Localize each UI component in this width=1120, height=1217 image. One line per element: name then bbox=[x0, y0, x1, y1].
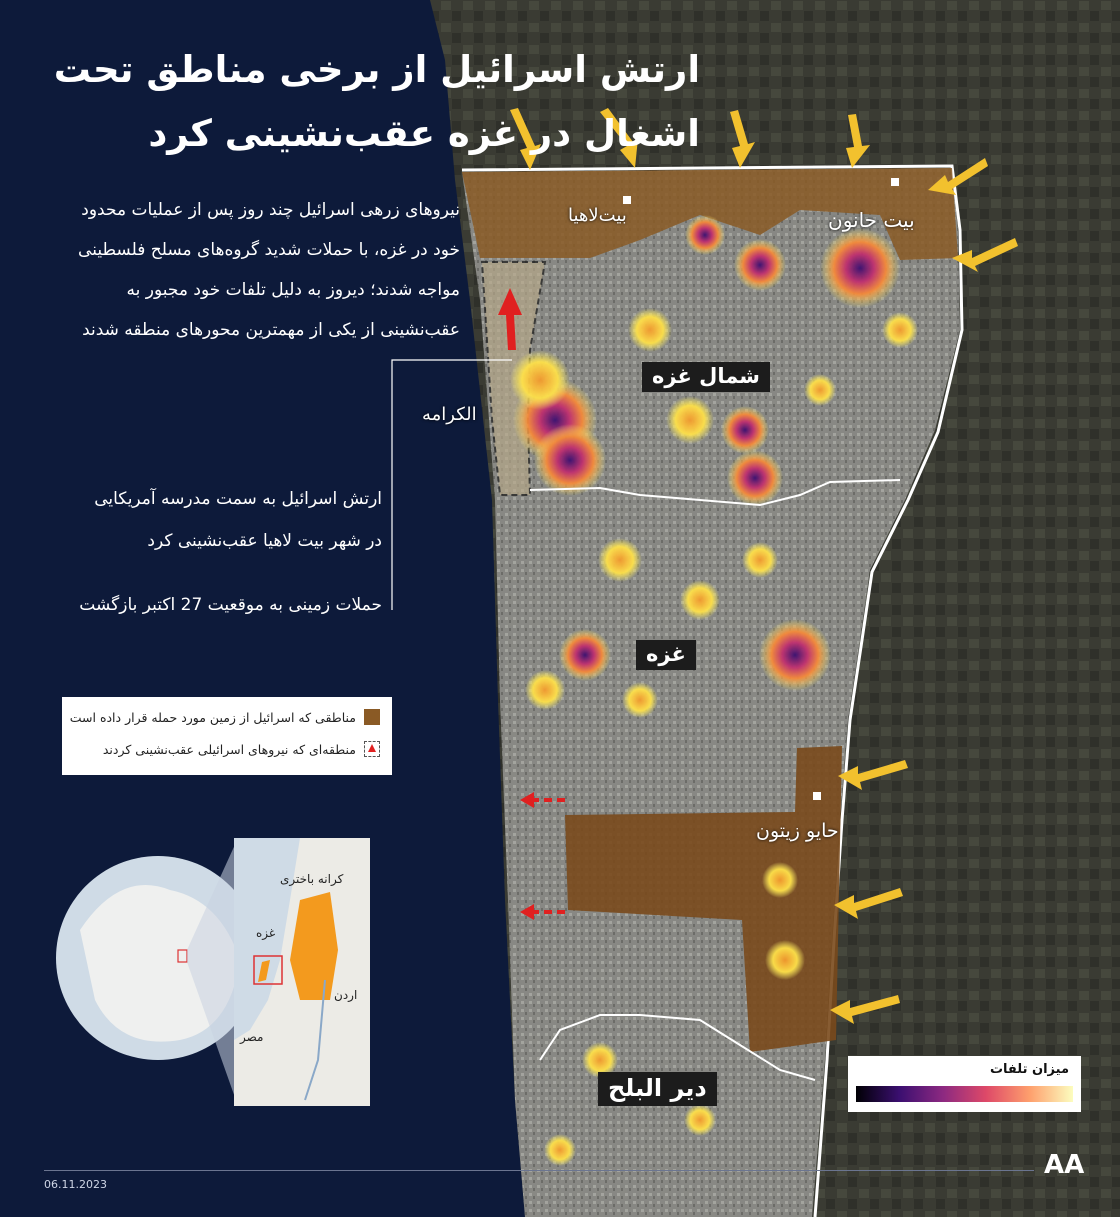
publish-date: 06.11.2023 bbox=[44, 1178, 107, 1191]
legend-item-retreat bbox=[103, 741, 380, 757]
retreat-zone-swatch bbox=[364, 741, 380, 757]
casualty-scale bbox=[848, 1056, 1081, 1112]
inset-label-west-bank: کرانه باختری bbox=[280, 872, 344, 886]
beit-lahia-marker bbox=[623, 196, 631, 204]
place-beit-hanoun: بیت حانون bbox=[828, 208, 915, 232]
place-gaza: غزه bbox=[636, 640, 696, 670]
footer-divider bbox=[44, 1170, 1034, 1171]
description-line: مواجه شدند؛ دیروز به دلیل تلفات خود مجبور به bbox=[126, 280, 460, 300]
note-line: در شهر بیت لاهیا عقب‌نشینی کرد bbox=[147, 531, 382, 551]
legend-item-attack bbox=[70, 709, 380, 725]
description bbox=[18, 190, 460, 350]
page-title bbox=[40, 38, 700, 166]
retreat-note bbox=[30, 478, 382, 626]
inset-label-egypt: مصر bbox=[240, 1030, 264, 1044]
description-line: نیروهای زرهی اسرائیل چند روز پس از عملیات محدود bbox=[81, 200, 460, 220]
place-beit-lahia: بیت‌لاهیا bbox=[568, 205, 627, 226]
inset-label-jordan: اردن bbox=[334, 988, 358, 1002]
inset-label-gaza: غزه bbox=[256, 926, 276, 940]
legend-label-attack: مناطقی که اسرائیل از زمین مورد حمله قرار داده است bbox=[69, 709, 356, 725]
place-al-karama: الکرامه bbox=[422, 404, 477, 425]
place-north-gaza: شمال غزه bbox=[642, 362, 770, 392]
casualty-scale-title: میزان تلفات bbox=[989, 1062, 1069, 1077]
agency-logo: AA bbox=[1044, 1150, 1085, 1180]
map-legend bbox=[62, 697, 392, 775]
legend-label-retreat: منطقه‌ای که نیروهای اسرائیلی عقب‌نشینی کردند bbox=[102, 741, 356, 757]
hayo-zeitoun-marker bbox=[813, 792, 821, 800]
note-line: ارتش اسرائیل به سمت مدرسه آمریکایی bbox=[94, 489, 382, 509]
place-deir-al-balah: دیر البلح bbox=[598, 1072, 717, 1106]
beit-hanoun-marker bbox=[891, 178, 899, 186]
note-line: حملات زمینی به موقعیت 27 اکتبر بازگشت bbox=[79, 595, 382, 615]
title-line-1: ارتش اسرائیل از برخی مناطق تحت bbox=[53, 48, 700, 91]
attack-zone-swatch bbox=[364, 709, 380, 725]
description-line: خود در غزه، با حملات شدید گروه‌های مسلح فلسطینی bbox=[78, 240, 460, 260]
description-line: عقب‌نشینی از یکی از مهمترین محورهای منطقه شدند bbox=[82, 320, 460, 340]
place-hayo-zeitoun: حایو زیتون bbox=[756, 820, 839, 842]
title-line-2: اشغال در غزه عقب‌نشینی کرد bbox=[148, 112, 700, 155]
casualty-gradient-bar bbox=[856, 1086, 1073, 1102]
